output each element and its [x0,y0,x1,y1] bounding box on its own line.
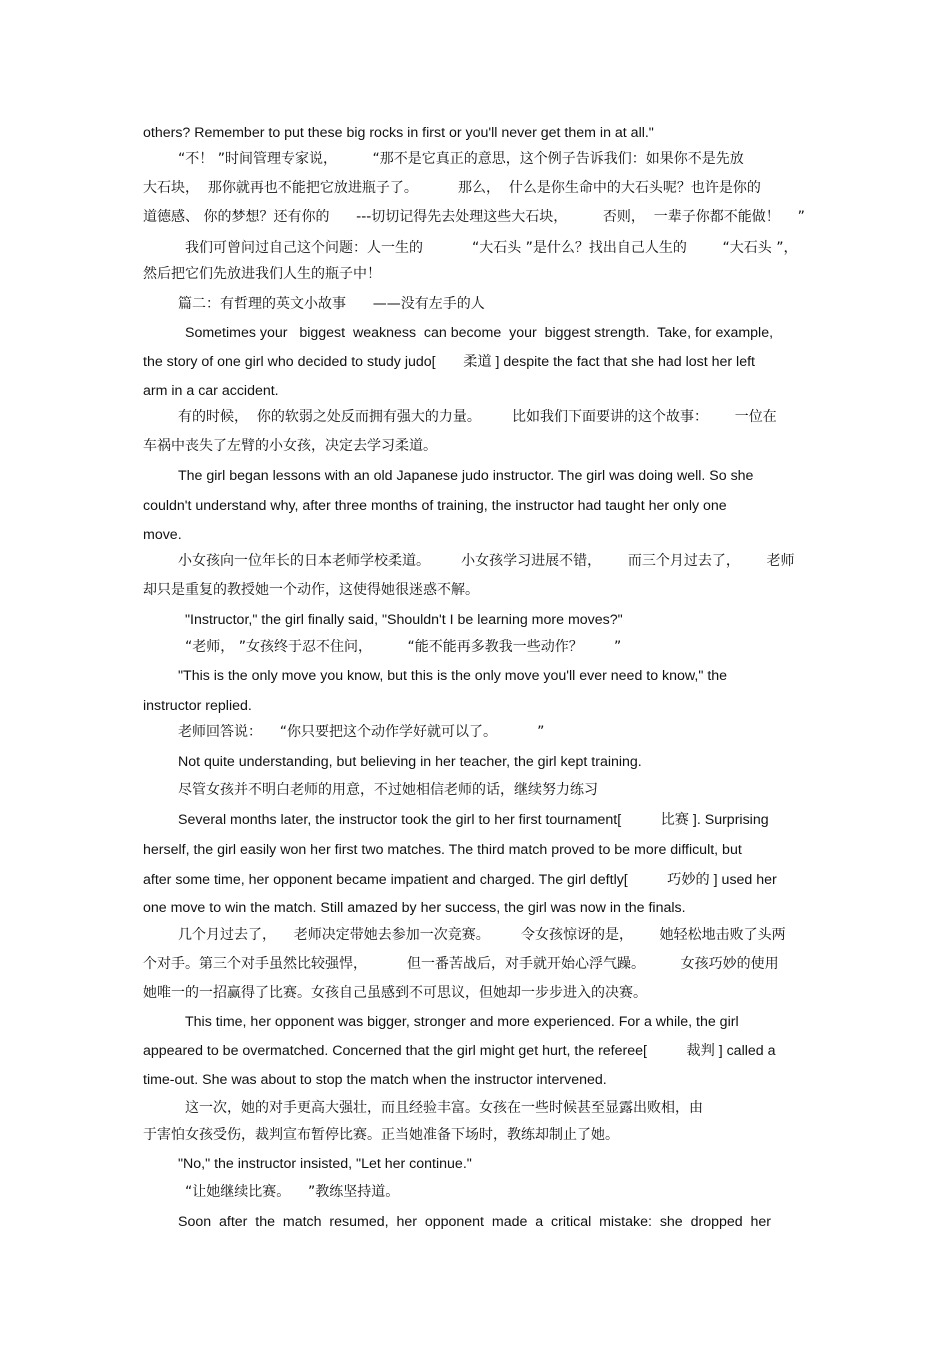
text-line: 车祸中丧失了左臂的小女孩，决定去学习柔道。 [143,438,437,454]
text-line: 我们可曾问过自己这个问题：人一生的 “大石头 ”是什么？找出自己人生的 “大石头 ”， [185,240,798,256]
text-line: "Instructor," the girl finally said, "Shouldn't I be learning more moves?" [185,612,623,628]
text-line: This time, her opponent was bigger, stronger and more experienced. For a while, the girl [185,1014,739,1030]
text-line: time-out. She was about to stop the match when the instructor intervened. [143,1072,607,1088]
text-line: The girl began lessons with an old Japanese judo instructor. The girl was doing well. So she [178,468,754,484]
section-heading: 篇二：有哲理的英文小故事 ——没有左手的人 [178,296,485,312]
text-line: 于害怕女孩受伤，裁判宣布暂停比赛。正当她准备下场时，教练却制止了她。 [143,1127,619,1143]
text-line: couldn't understand why, after three months of training, the instructor had taught her only one [143,498,727,514]
text-line: 大石块， 那你就再也不能把它放进瓶子了。 那么， 什么是你生命中的大石头呢？也许是你的 [143,180,761,196]
text-line: 小女孩向一位年长的日本老师学校柔道。 小女孩学习进展不错， 而三个月过去了， 老师 [178,553,795,569]
text-line: Sometimes your biggest weakness can become your biggest strength. Take, for example, [185,325,774,341]
text-line: Several months later, the instructor took the girl to her first tournament[ 比赛 ]. Surprising [178,812,769,828]
text-line: “老师， ”女孩终于忍不住问， “能不能再多教我一些动作？ ” [185,639,622,655]
text-line: "No," the instructor insisted, "Let her continue." [178,1156,472,1172]
text-line: 有的时候， 你的软弱之处反而拥有强大的力量。 比如我们下面要讲的这个故事： 一位在 [178,409,777,425]
text-line: 个对手。第三个对手虽然比较强悍， 但一番苦战后，对手就开始心浮气躁。 女孩巧妙的使用 [143,956,779,972]
text-line: 这一次，她的对手更高大强壮，而且经验丰富。女孩在一些时候甚至显露出败相，由 [185,1100,703,1116]
text-line: “让她继续比赛。 ”教练坚持道。 [185,1184,400,1200]
text-line: move. [143,527,182,543]
text-line: Soon after the match resumed, her opponent made a critical mistake: she dropped her [178,1214,772,1230]
text-line: the story of one girl who decided to study judo[ 柔道 ] despite the fact that she had lost her left [143,354,755,370]
text-line: 道德感、 你的梦想？还有你的 ---切切记得先去处理这些大石块， 否则， 一辈子你都不能做！ ” [143,209,805,225]
text-line: appeared to be overmatched. Concerned that the girl might get hurt, the referee[ 裁判 ] called a [143,1043,776,1059]
text-line: 她唯一的一招赢得了比赛。女孩自己虽感到不可思议，但她却一步步进入的决赛。 [143,985,647,1001]
text-line: “不！ ”时间管理专家说， “那不是它真正的意思，这个例子告诉我们：如果你不是先放 [178,151,744,167]
text-line: herself, the girl easily won her first two matches. The third match proved to be more difficult, but [143,842,742,858]
text-line: 却只是重复的教授她一个动作，这使得她很迷惑不解。 [143,582,479,598]
text-line: 老师回答说： “你只要把这个动作学好就可以了。 ” [178,724,545,740]
text-line: 几个月过去了， 老师决定带她去参加一次竞赛。 令女孩惊讶的是， 她轻松地击败了头两 [178,927,786,943]
text-line: 然后把它们先放进我们人生的瓶子中！ [143,266,381,282]
text-line: "This is the only move you know, but this is the only move you'll ever need to know," the [178,668,728,684]
text-line: others? Remember to put these big rocks in first or you'll never get them in at all." [143,125,654,141]
text-line: arm in a car accident. [143,383,279,399]
text-line: Not quite understanding, but believing in her teacher, the girl kept training. [178,754,642,770]
text-line: one move to win the match. Still amazed by her success, the girl was now in the finals. [143,900,686,916]
text-line: 尽管女孩并不明白老师的用意，不过她相信老师的话，继续努力练习 [178,782,598,798]
text-line: instructor replied. [143,698,252,714]
text-line: after some time, her opponent became impatient and charged. The girl deftly[ 巧妙的 ] used her [143,872,777,888]
